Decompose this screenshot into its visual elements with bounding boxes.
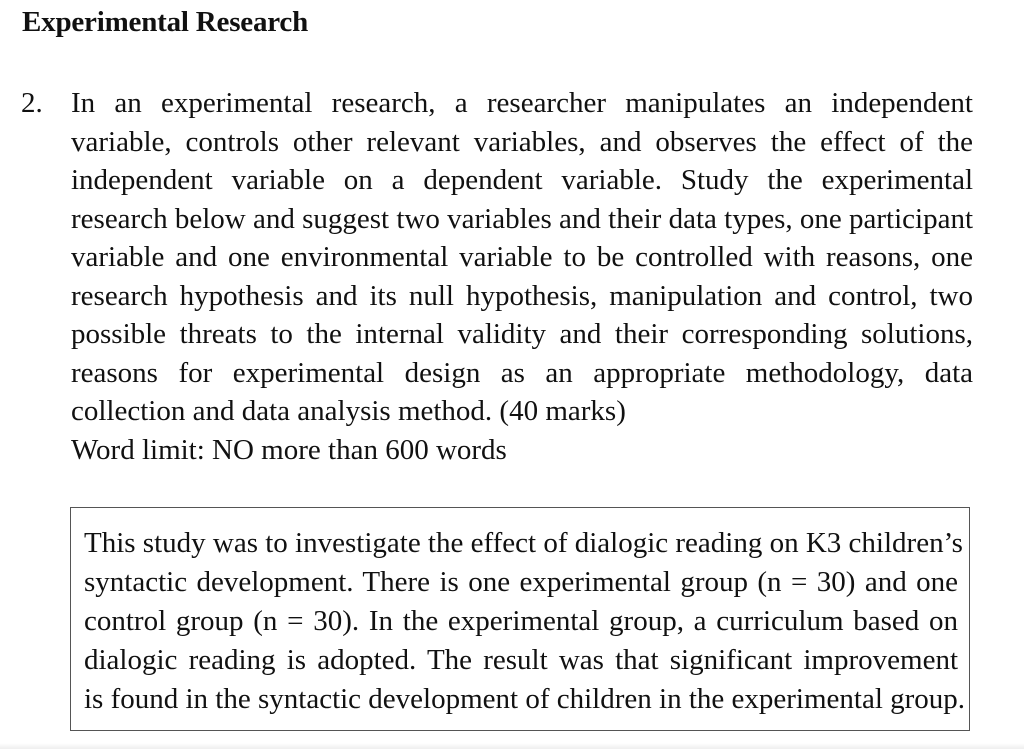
question-line: variable, controls other relevant variables, and observes the effect of the (71, 125, 973, 158)
question-text (71, 84, 973, 469)
case-study-text (84, 524, 966, 719)
question-line: reasons for experimental design as an appropriate methodology, data (71, 356, 973, 389)
case-line: This study was to investigate the effect of dialogic reading on K3 children’s (84, 527, 963, 559)
case-study-box (70, 507, 970, 731)
question-line: collection and data analysis method. (40 marks) (71, 395, 626, 427)
case-line: syntactic development. There is one experimental group (n = 30) and one (84, 566, 958, 598)
question-line: independent variable on a dependent variable. Study the experimental (71, 164, 973, 196)
word-limit: Word limit: NO more than 600 words (71, 433, 507, 466)
section-heading: Experimental Research (22, 6, 309, 38)
question-line: research below and suggest two variables and their data types, one participant (71, 202, 973, 235)
question-number: 2. (21, 87, 43, 119)
question-line: variable and one environmental variable to be controlled with reasons, one (71, 241, 973, 273)
case-line: dialogic reading is adopted. The result was that significant improvement (84, 644, 958, 676)
case-line: is found in the syntactic development of children in the experimental group. (84, 683, 966, 715)
page-bottom-edge (0, 743, 1024, 749)
question-line: possible threats to the internal validity and their corresponding solutions, (71, 318, 973, 350)
question-line: research hypothesis and its null hypothesis, manipulation and control, two (71, 279, 973, 312)
question-line: In an experimental research, a researcher manipulates an independent (71, 87, 973, 119)
case-line: control group (n = 30). In the experimental group, a curriculum based on (84, 605, 958, 637)
